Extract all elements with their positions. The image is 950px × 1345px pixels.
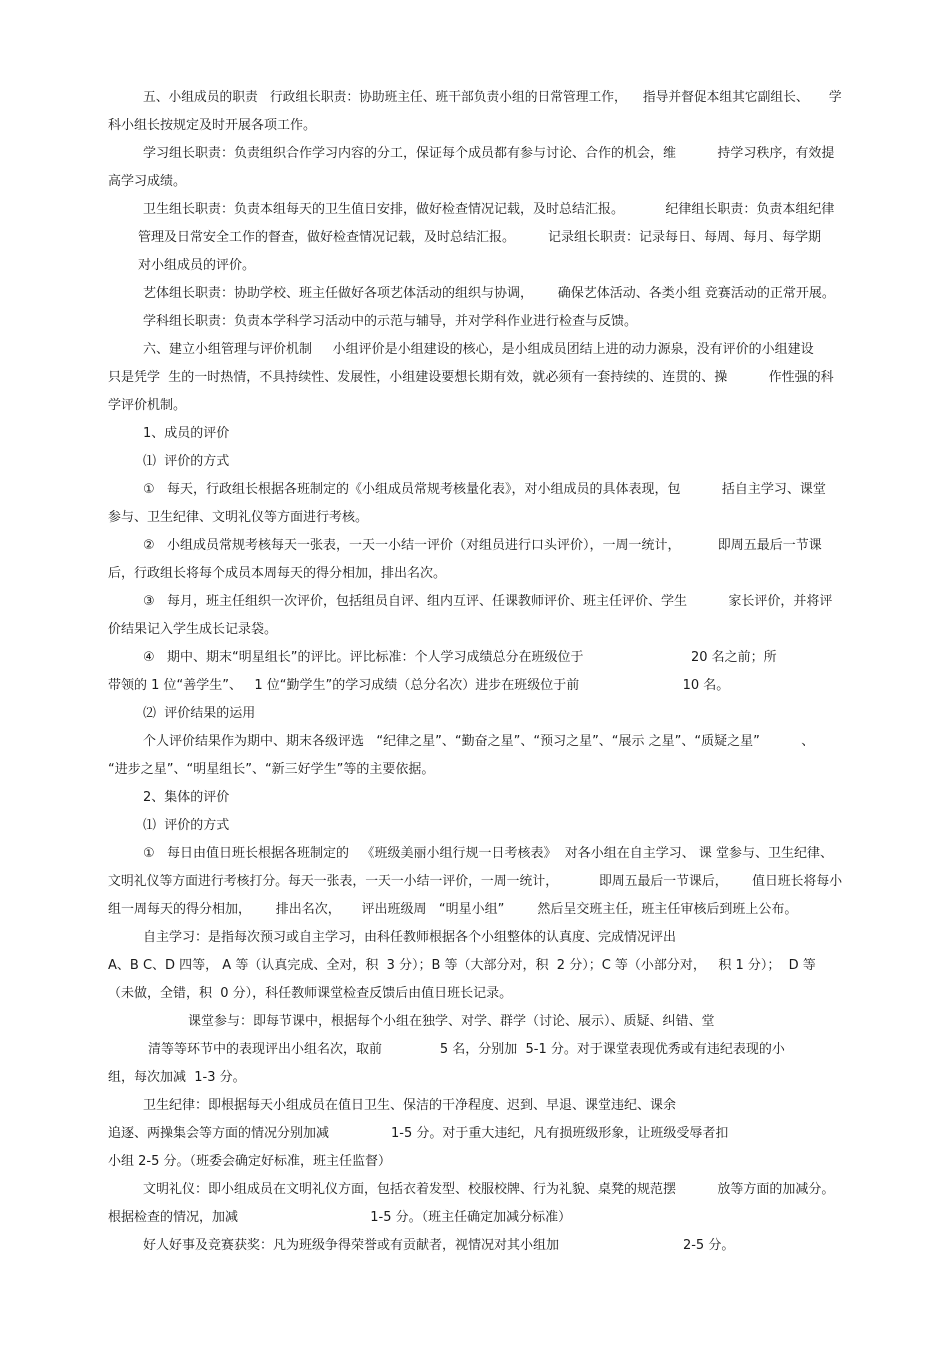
text-line: 课堂参与：即每节课中，根据每个小组在独学、对学、群学（讨论、展示）、质疑、纠错、堂 [188, 1014, 715, 1029]
text-line: 科小组长按规定及时开展各项工作。 [108, 118, 317, 133]
text-line: 学科组长职责：负责本学科学习活动中的示范与辅导，并对学科作业进行检查与反馈。 [143, 314, 638, 329]
text-line: 小组 2-5 分。（班委会确定好标准，班主任监督） [108, 1154, 391, 1169]
text-line: 卫生纪律：即根据每天小组成员在值日卫生、保洁的干净程度、迟到、早退、课堂违纪、课余 [143, 1098, 677, 1113]
text-line: 组，每次加减 1-3 分。 [108, 1070, 246, 1085]
section-heading: 1、成员的评价 [143, 426, 230, 441]
text-line: ① 每天，行政组长根据各班制定的《小组成员常规考核量化表》，对小组成员的具体表现，包 括自主学习、课堂 [143, 482, 826, 497]
section-heading: 2、集体的评价 [143, 790, 230, 805]
text-line: 学评价机制。 [108, 398, 187, 413]
text-line: 好人好事及竞赛获奖：凡为班级争得荣誉或有贡献者，视情况对其小组加 2-5 分。 [143, 1238, 735, 1253]
text-line: 只是凭学 生的一时热情，不具持续性、发展性，小组建设要想长期有效，就必须有一套持续的、连贯的、操 作性强的科 [108, 370, 834, 385]
text-line: 管理及日常安全工作的督查，做好检查情况记载，及时总结汇报。 记录组长职责：记录每日、每周、每月、每学期 [138, 230, 822, 245]
text-line: 自主学习：是指每次预习或自主学习，由科任教师根据各个小组整体的认真度、完成情况评出 [143, 930, 677, 945]
text-line: 追逐、两操集会等方面的情况分别加减 1-5 分。对于重大违纪，凡有损班级形象，让班级受辱者扣 [108, 1126, 729, 1141]
text-line: 价结果记入学生成长记录袋。 [108, 622, 278, 637]
text-line: 学习组长职责：负责组织合作学习内容的分工，保证每个成员都有参与讨论、合作的机会，维 持学习秩序，有效提 [143, 146, 835, 161]
text-line: 艺体组长职责：协助学校、班主任做好各项艺体活动的组织与协调， 确保艺体活动、各类小组 竞赛活动的正常开展。 [143, 286, 835, 301]
text-line: ③ 每月，班主任组织一次评价，包括组员自评、组内互评、任课教师评价、班主任评价、学生 家长评价，并将评 [143, 594, 833, 609]
text-line: 根据检查的情况，加减 1-5 分。（班主任确定加减分标准） [108, 1210, 572, 1225]
text-line: ② 小组成员常规考核每天一张表，一天一小结一评价（对组员进行口头评价），一周一统计， 即周五最后一节课 [143, 538, 822, 553]
text-line: 带领的 1 位“善学生”、 1 位“勤学生”的学习成绩（总分名次）进步在班级位于前 10 名。 [108, 678, 730, 693]
text-line: 后，行政组长将每个成员本周每天的得分相加，排出名次。 [108, 566, 447, 581]
text-line: 个人评价结果作为期中、期末各级评选 “纪律之星”、“勤奋之星”、“预习之星”、“展示 之星”、“质疑之星” 、 [143, 734, 815, 749]
text-line: 高学习成绩。 [108, 174, 187, 189]
text-line: ① 每日由值日班长根据各班制定的 《班级美丽小组行规一日考核表》 对各小组在自主学习、 课 堂参与、卫生纪律、 [143, 846, 833, 861]
text-line: “进步之星”、“明星组长”、“新三好学生”等的主要依据。 [108, 762, 435, 777]
text-line: 卫生组长职责：负责本组每天的卫生值日安排，做好检查情况记载，及时总结汇报。 纪律组长职责：负责本组纪律 [143, 202, 835, 217]
text-line: 五、小组成员的职责 行政组长职责：协助班主任、班干部负责小组的日常管理工作， 指导并督促本组其它副组长、 学 [143, 90, 842, 105]
text-line: 对小组成员的评价。 [138, 258, 256, 273]
text-line: 参与、卫生纪律、文明礼仪等方面进行考核。 [108, 510, 369, 525]
text-line: 文明礼仪等方面进行考核打分。每天一张表，一天一小结一评价，一周一统计， 即周五最后一节课后， 值日班长将每小 [108, 874, 843, 889]
text-line: 组一周每天的得分相加， 排出名次， 评出班级周 “明星小组” 然后呈交班主任，班主任审核后到班上公布。 [108, 902, 798, 917]
text-line: 文明礼仪：即小组成员在文明礼仪方面，包括衣着发型、校服校牌、行为礼貌、桌凳的规范摆 放等方面的加减分。 [143, 1182, 835, 1197]
subsection-heading: ⑴ 评价的方式 [143, 818, 230, 833]
text-line: 清等等环节中的表现评出小组名次，取前 5 名，分别加 5-1 分。对于课堂表现优秀或有违纪表现的小 [148, 1042, 785, 1057]
text-line: 六、建立小组管理与评价机制 小组评价是小组建设的核心，是小组成员团结上进的动力源泉，没有评价的小组建设 [143, 342, 814, 357]
subsection-heading: ⑵ 评价结果的运用 [143, 706, 256, 721]
text-line: （未做，全错，积 0 分），科任教师课堂检查反馈后由值日班长记录。 [108, 986, 513, 1001]
text-line: ④ 期中、期末“明星组长”的评比。评比标准：个人学习成绩总分在班级位于 20 名之前；所 [143, 650, 777, 665]
subsection-heading: ⑴ 评价的方式 [143, 454, 230, 469]
text-line: A、B C、D 四等， A 等（认真完成、全对，积 3 分）；B 等（大部分对，积 2 分）；C 等（小部分对， 积 1 分）； D 等 [108, 958, 816, 973]
